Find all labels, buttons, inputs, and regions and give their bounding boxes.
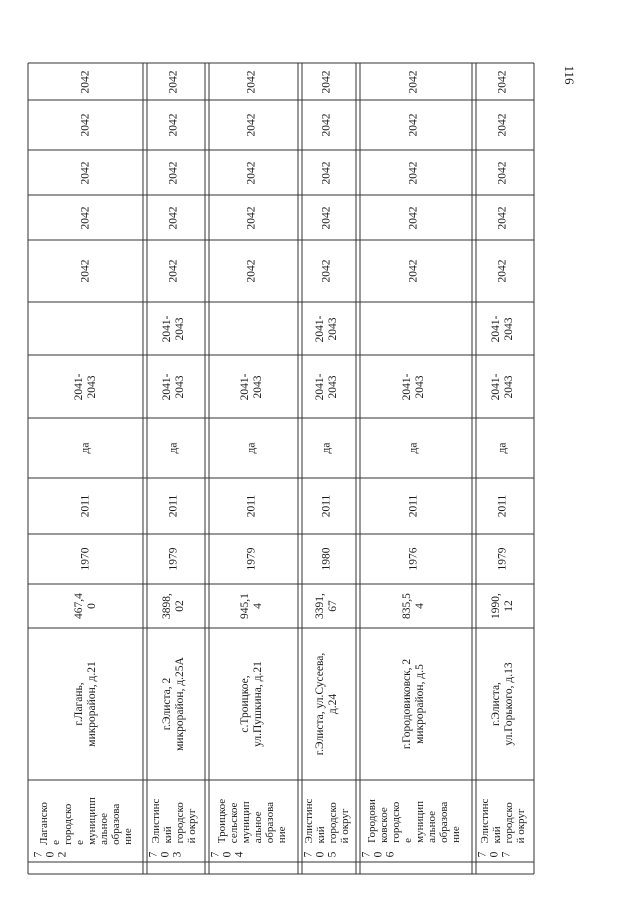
- cell-y2-text: 2042: [320, 206, 333, 229]
- row-number-digit: 3: [171, 851, 184, 858]
- cell-year-c-text: 2011: [245, 494, 257, 518]
- cell-area: [143, 584, 205, 628]
- cell-period2: [472, 302, 534, 355]
- cell-y4: [298, 100, 356, 150]
- cell-y2-text: 2042: [167, 206, 180, 229]
- cell-flag: [472, 418, 534, 478]
- cell-year-built: [356, 534, 472, 584]
- cell-period1-text: 2041- 2043: [238, 373, 264, 400]
- cell-y1-text: 2042: [320, 259, 333, 283]
- cell-area-text: 945,1 4: [238, 593, 264, 619]
- cell-flag: [356, 418, 472, 478]
- cell-year-built: [143, 534, 205, 584]
- cell-y5-text: 2042: [245, 70, 257, 93]
- cell-address-text: г.Городовиковск, 2 микрорайон, д.5: [401, 658, 426, 750]
- cell-row-number: [205, 840, 298, 870]
- cell-row-number: [143, 840, 205, 870]
- cell-y1: [298, 240, 356, 302]
- cell-year-c-text: 2011: [79, 494, 91, 518]
- cell-y4-text: 2042: [167, 113, 180, 137]
- cell-address-text: г.Лагань, микрорайон, д.21: [72, 661, 98, 747]
- cell-row-number: [472, 840, 534, 870]
- cell-y5-text: 2042: [407, 70, 420, 93]
- cell-year-c: [143, 478, 205, 534]
- cell-y3-text: 2042: [245, 161, 257, 184]
- row-number-digit: 0: [221, 851, 234, 858]
- cell-y2: [143, 195, 205, 240]
- cell-area: [205, 584, 298, 628]
- cell-year-built-text: 1970: [79, 547, 91, 571]
- cell-y2: [472, 195, 534, 240]
- cell-address-text: г.Элиста, ул.Горького, д.13: [490, 662, 515, 746]
- cell-period1: [298, 355, 356, 418]
- cell-period2-text: 2041- 2043: [490, 315, 515, 342]
- cell-address-text: г.Элиста, 2 микрорайон, д.25А: [161, 657, 186, 751]
- cell-municipality-text: Троицкое сельское муницип альное образова ние: [215, 798, 288, 844]
- cell-y3-text: 2042: [79, 161, 91, 184]
- cell-year-built-text: 1976: [407, 547, 420, 571]
- cell-flag-text: да: [407, 442, 420, 454]
- cell-year-built: [472, 534, 534, 584]
- cell-year-c: [205, 478, 298, 534]
- cell-year-built: [28, 534, 143, 584]
- row-number-digit: 0: [314, 851, 327, 858]
- cell-year-c: [356, 478, 472, 534]
- row-number-digit: 7: [360, 851, 373, 858]
- cell-municipality-text: Элистинс кий городско й округ: [150, 798, 198, 844]
- cell-y4-text: 2042: [496, 113, 509, 137]
- row-number-digit: 0: [372, 851, 385, 858]
- cell-year-built-text: 1979: [496, 547, 509, 571]
- cell-y2-text: 2042: [407, 206, 420, 229]
- cell-y3: [472, 150, 534, 195]
- row-number-digit: 6: [384, 851, 397, 858]
- cell-y4: [356, 100, 472, 150]
- cell-area-text: 3898, 02: [161, 593, 186, 619]
- row-number-digit: 0: [44, 851, 57, 858]
- cell-flag-text: да: [167, 442, 180, 454]
- cell-y5: [472, 63, 534, 100]
- cell-period2: [143, 302, 205, 355]
- cell-flag: [28, 418, 143, 478]
- cell-year-built-text: 1980: [320, 547, 333, 571]
- cell-year-c-text: 2011: [320, 494, 333, 518]
- cell-address: [356, 628, 472, 780]
- cell-y4: [143, 100, 205, 150]
- cell-y3-text: 2042: [496, 161, 509, 184]
- row-number-digit: 7: [32, 851, 45, 858]
- cell-y5-text: 2042: [79, 70, 91, 93]
- cell-period1: [205, 355, 298, 418]
- cell-row-number: [28, 840, 143, 870]
- cell-municipality-text: Элистинс кий городско й округ: [303, 798, 351, 844]
- cell-y2-text: 2042: [496, 206, 509, 229]
- row-number-digit: 7: [209, 851, 222, 858]
- cell-y1-text: 2042: [407, 259, 420, 283]
- cell-period1: [356, 355, 472, 418]
- cell-y1-text: 2042: [79, 259, 91, 283]
- cell-area-text: 467,4 0: [72, 593, 98, 619]
- cell-address: [298, 628, 356, 780]
- cell-y3: [298, 150, 356, 195]
- cell-y4-text: 2042: [407, 113, 420, 137]
- row-number-digit: 4: [233, 851, 246, 858]
- cell-flag: [143, 418, 205, 478]
- cell-year-c-text: 2011: [167, 494, 180, 518]
- cell-address-text: с.Троицкое, ул.Пушкина, д.21: [238, 661, 264, 747]
- cell-year-c: [298, 478, 356, 534]
- cell-y4-text: 2042: [320, 113, 333, 137]
- cell-address: [143, 628, 205, 780]
- cell-address: [205, 628, 298, 780]
- cell-y1: [356, 240, 472, 302]
- cell-flag-text: да: [496, 442, 509, 454]
- cell-y4: [28, 100, 143, 150]
- cell-y1-text: 2042: [245, 259, 257, 283]
- row-number-digit: 0: [159, 851, 172, 858]
- row-number-digit: 7: [147, 851, 160, 858]
- cell-y3-text: 2042: [167, 161, 180, 184]
- cell-y1: [472, 240, 534, 302]
- row-number-digit: 7: [302, 851, 315, 858]
- cell-year-c-text: 2011: [407, 494, 420, 518]
- cell-y3-text: 2042: [320, 161, 333, 184]
- cell-period1-text: 2041- 2043: [72, 373, 98, 400]
- cell-area: [28, 584, 143, 628]
- cell-address: [472, 628, 534, 780]
- cell-y5: [28, 63, 143, 100]
- cell-year-built: [205, 534, 298, 584]
- cell-address: [28, 628, 143, 780]
- cell-row-number: [298, 840, 356, 870]
- cell-year-built-text: 1979: [245, 547, 257, 571]
- cell-y4: [205, 100, 298, 150]
- cell-flag: [298, 418, 356, 478]
- cell-flag: [205, 418, 298, 478]
- cell-area: [472, 584, 534, 628]
- cell-y2: [356, 195, 472, 240]
- cell-y3: [28, 150, 143, 195]
- row-number-digit: 2: [56, 851, 69, 858]
- cell-area-text: 835,5 4: [401, 593, 426, 619]
- cell-y5-text: 2042: [167, 70, 180, 93]
- cell-period2: [298, 302, 356, 355]
- cell-y2-text: 2042: [245, 206, 257, 229]
- cell-y5-text: 2042: [496, 70, 509, 93]
- cell-address-text: г.Элиста, ул.Сусеева, д.24: [314, 652, 339, 756]
- cell-y4: [472, 100, 534, 150]
- cell-y4-text: 2042: [79, 113, 91, 137]
- cell-y2-text: 2042: [79, 206, 91, 229]
- cell-y1-text: 2042: [167, 259, 180, 283]
- cell-y1: [143, 240, 205, 302]
- cell-period1: [28, 355, 143, 418]
- cell-y4-text: 2042: [245, 113, 257, 137]
- cell-year-c: [28, 478, 143, 534]
- cell-row-number: [356, 840, 472, 870]
- row-number-digit: 7: [476, 851, 489, 858]
- cell-flag-text: да: [245, 442, 257, 454]
- cell-y5: [205, 63, 298, 100]
- cell-y1-text: 2042: [496, 259, 509, 283]
- cell-year-c: [472, 478, 534, 534]
- cell-y5-text: 2042: [320, 70, 333, 93]
- cell-municipality-text: Городови ковское городско е муницип альное образова ние: [366, 799, 462, 843]
- cell-y3: [356, 150, 472, 195]
- cell-municipality-text: Лаганско е городско е муниципп альное образова ние: [37, 797, 134, 845]
- cell-period1-text: 2041- 2043: [401, 373, 426, 400]
- cell-y5: [356, 63, 472, 100]
- cell-y5: [298, 63, 356, 100]
- cell-y1: [28, 240, 143, 302]
- cell-municipality-text: Элистинс кий городско й округ: [479, 798, 527, 844]
- cell-period1: [143, 355, 205, 418]
- cell-year-c-text: 2011: [496, 494, 509, 518]
- cell-period2-text: 2041- 2043: [161, 315, 186, 342]
- page-number-text: 116: [562, 65, 577, 85]
- cell-y5: [143, 63, 205, 100]
- cell-period1-text: 2041- 2043: [314, 373, 339, 400]
- cell-y1: [205, 240, 298, 302]
- cell-y3: [205, 150, 298, 195]
- cell-period2-text: 2041- 2043: [314, 315, 339, 342]
- cell-area-text: 3391, 67: [314, 593, 339, 619]
- row-number-digit: 7: [500, 851, 513, 858]
- row-number-digit: 5: [326, 851, 339, 858]
- cell-area-text: 1990, 12: [490, 593, 515, 619]
- cell-y3: [143, 150, 205, 195]
- cell-flag-text: да: [79, 442, 91, 454]
- cell-y2: [28, 195, 143, 240]
- cell-flag-text: да: [320, 442, 333, 454]
- cell-y3-text: 2042: [407, 161, 420, 184]
- cell-year-built: [298, 534, 356, 584]
- cell-period1-text: 2041- 2043: [161, 373, 186, 400]
- cell-y2: [298, 195, 356, 240]
- cell-area: [356, 584, 472, 628]
- cell-area: [298, 584, 356, 628]
- cell-year-built-text: 1979: [167, 547, 180, 571]
- cell-period1: [472, 355, 534, 418]
- row-number-digit: 0: [488, 851, 501, 858]
- cell-y2: [205, 195, 298, 240]
- cell-period1-text: 2041- 2043: [490, 373, 515, 400]
